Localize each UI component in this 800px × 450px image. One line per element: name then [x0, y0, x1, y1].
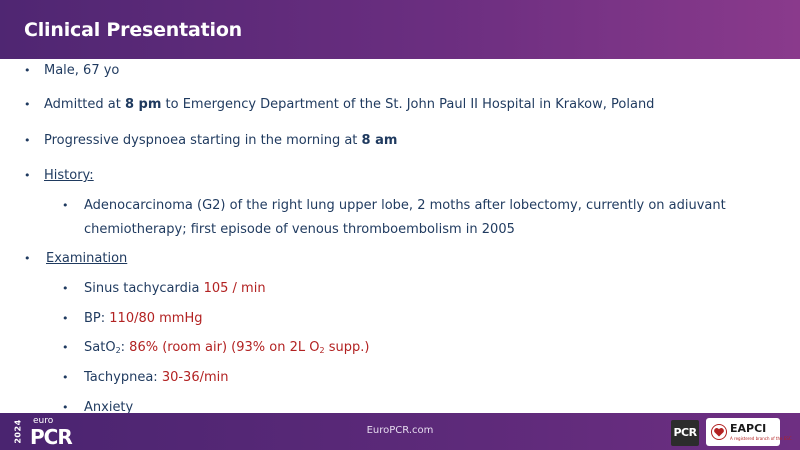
slide-header	[0, 0, 800, 59]
sat-value	[129, 340, 369, 355]
footer-url[interactable]: EuroPCR.com	[366, 425, 434, 436]
examination-heading: Examination	[46, 251, 128, 266]
dyspnoea-pre: Progressive dyspnoea starting in the morning at	[44, 133, 362, 148]
bullet-dot: •	[62, 282, 69, 295]
bullet-dot: •	[62, 312, 69, 325]
sat-value-b: supp.)	[324, 340, 370, 355]
tachypnea-label: Tachypnea:	[84, 370, 162, 385]
adenocarcinoma-line2: chemiotherapy; first episode of venous thromboembolism in 2005	[84, 222, 515, 237]
adenocarcinoma-line1: Adenocarcinoma (G2) of the right lung upper lobe, 2 moths after lobectomy, currently on adiuvant	[84, 198, 726, 213]
bullet-text	[44, 129, 397, 153]
bullet-dot: •	[62, 401, 69, 413]
bullet-text	[44, 93, 654, 117]
sat-subscript: 2	[115, 346, 121, 355]
heart-icon	[711, 424, 727, 440]
admission-time: 8 pm	[124, 97, 162, 112]
bullet-text	[84, 336, 369, 360]
bp-label: BP:	[84, 311, 110, 326]
bullet-text	[84, 277, 266, 301]
heart-rate-label: Sinus tachycardia	[84, 281, 204, 296]
slide-content	[0, 59, 800, 413]
heart-rate-value: 105 / min	[203, 281, 266, 296]
bullet-dot: •	[24, 252, 31, 265]
europcr-logo-euro: euro	[33, 416, 54, 426]
bullet-text: Male, 67 yo	[44, 63, 120, 78]
bullet-dot: •	[62, 341, 69, 354]
bullet-dot: •	[24, 64, 31, 77]
admission-pre: Admitted at	[44, 97, 125, 112]
oxygen-subscript: 2	[319, 346, 325, 355]
sat-label: SatO	[84, 340, 116, 355]
slide-title: Clinical Presentation	[24, 19, 243, 41]
bullet-dot: •	[62, 371, 69, 384]
bullet-text	[84, 307, 203, 331]
bullet-dot: •	[24, 134, 31, 147]
bullet-dot: •	[24, 169, 31, 182]
bullet-dot: •	[62, 199, 69, 212]
eapci-label: EAPCI	[730, 422, 767, 435]
dyspnoea-time: 8 am	[361, 133, 398, 148]
pcr-badge-logo: PCR	[671, 420, 699, 446]
bp-value: 110/80 mmHg	[109, 311, 203, 326]
history-heading: History:	[44, 168, 94, 183]
eapci-logo	[706, 418, 792, 446]
bullet-dot: •	[24, 98, 31, 111]
europcr-logo: PCR	[30, 425, 72, 449]
logo-year-text: 2024	[13, 419, 23, 444]
tachypnea-value: 30-36/min	[161, 370, 229, 385]
anxiety-text: Anxiety	[84, 400, 134, 413]
bullet-text	[84, 366, 228, 390]
admission-post: to Emergency Department of the St. John Paul II Hospital in Krakow, Poland	[161, 97, 655, 112]
sat-colon: :	[120, 340, 130, 355]
sat-value-a: 86% (room air) (93% on 2L O	[129, 340, 320, 355]
eapci-tagline: A registered branch of the ESC	[730, 436, 792, 441]
